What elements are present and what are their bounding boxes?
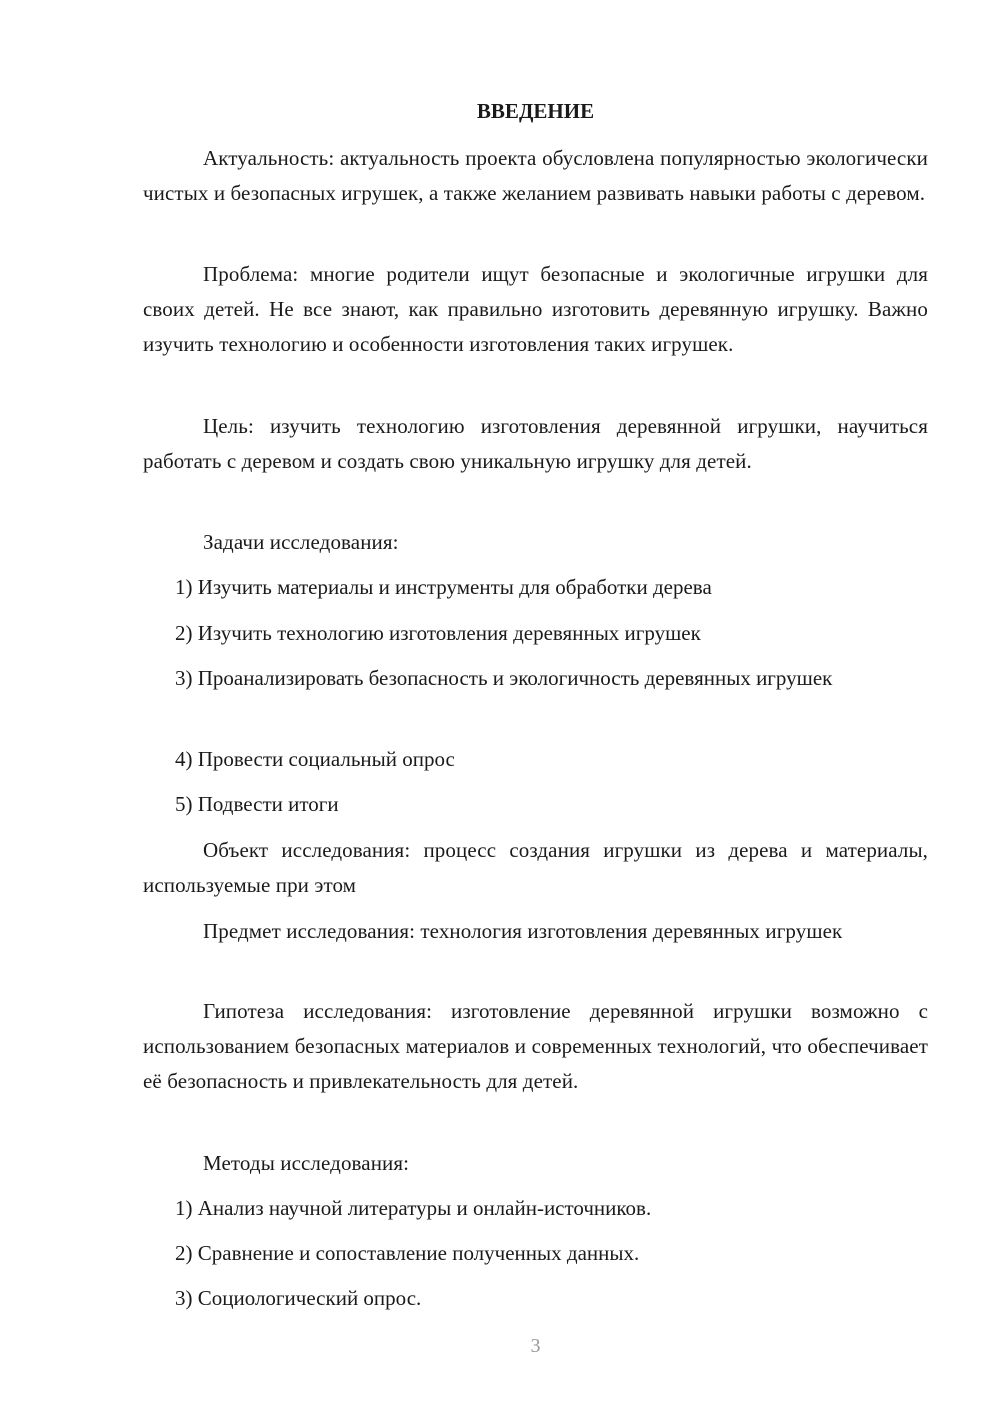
task-item-3: 3) Проанализировать безопасность и экологичность деревянных игрушек — [175, 666, 833, 690]
methods-title: Методы исследования: — [203, 1151, 410, 1175]
page-heading: ВВЕДЕНИЕ — [476, 99, 595, 123]
paragraph-object: Объект исследования: процесс создания игрушки из дерева и материалы, используемые при этом — [143, 838, 928, 897]
task-item-1: 1) Изучить материалы и инструменты для обработки дерева — [175, 575, 712, 599]
page-number: 3 — [530, 1335, 541, 1357]
paragraph-subject: Предмет исследования: технология изготовления деревянных игрушек — [203, 919, 843, 943]
method-item-3: 3) Социологический опрос. — [175, 1286, 422, 1310]
paragraph-hypothesis: Гипотеза исследования: изготовление деревянной игрушки возможно с использованием безопасных материалов и современных технологий, что обеспечивает её безопасность и привлекательность для детей. — [143, 999, 928, 1093]
paragraph-goal: Цель: изучить технологию изготовления деревянной игрушки, научиться работать с деревом и создать свою уникальную игрушку для детей. — [143, 414, 928, 473]
task-item-2: 2) Изучить технологию изготовления деревянных игрушек — [175, 621, 701, 645]
paragraph-problem: Проблема: многие родители ищут безопасные и экологичные игрушки для своих детей. Не все знают, как правильно изготовить деревянную игрушку. Важно изучить технологию и особенности изготовления таких игрушек. — [143, 262, 928, 356]
task-item-5: 5) Подвести итоги — [175, 792, 339, 816]
method-item-1: 1) Анализ научной литературы и онлайн-источников. — [175, 1196, 652, 1220]
task-item-4: 4) Провести социальный опрос — [175, 747, 455, 771]
paragraph-relevance: Актуальность: актуальность проекта обусловлена популярностью экологически чистых и безопасных игрушек, а также желанием развивать навыки работы с деревом. — [143, 146, 928, 205]
tasks-title: Задачи исследования: — [203, 530, 399, 554]
method-item-2: 2) Сравнение и сопоставление полученных данных. — [175, 1241, 640, 1265]
